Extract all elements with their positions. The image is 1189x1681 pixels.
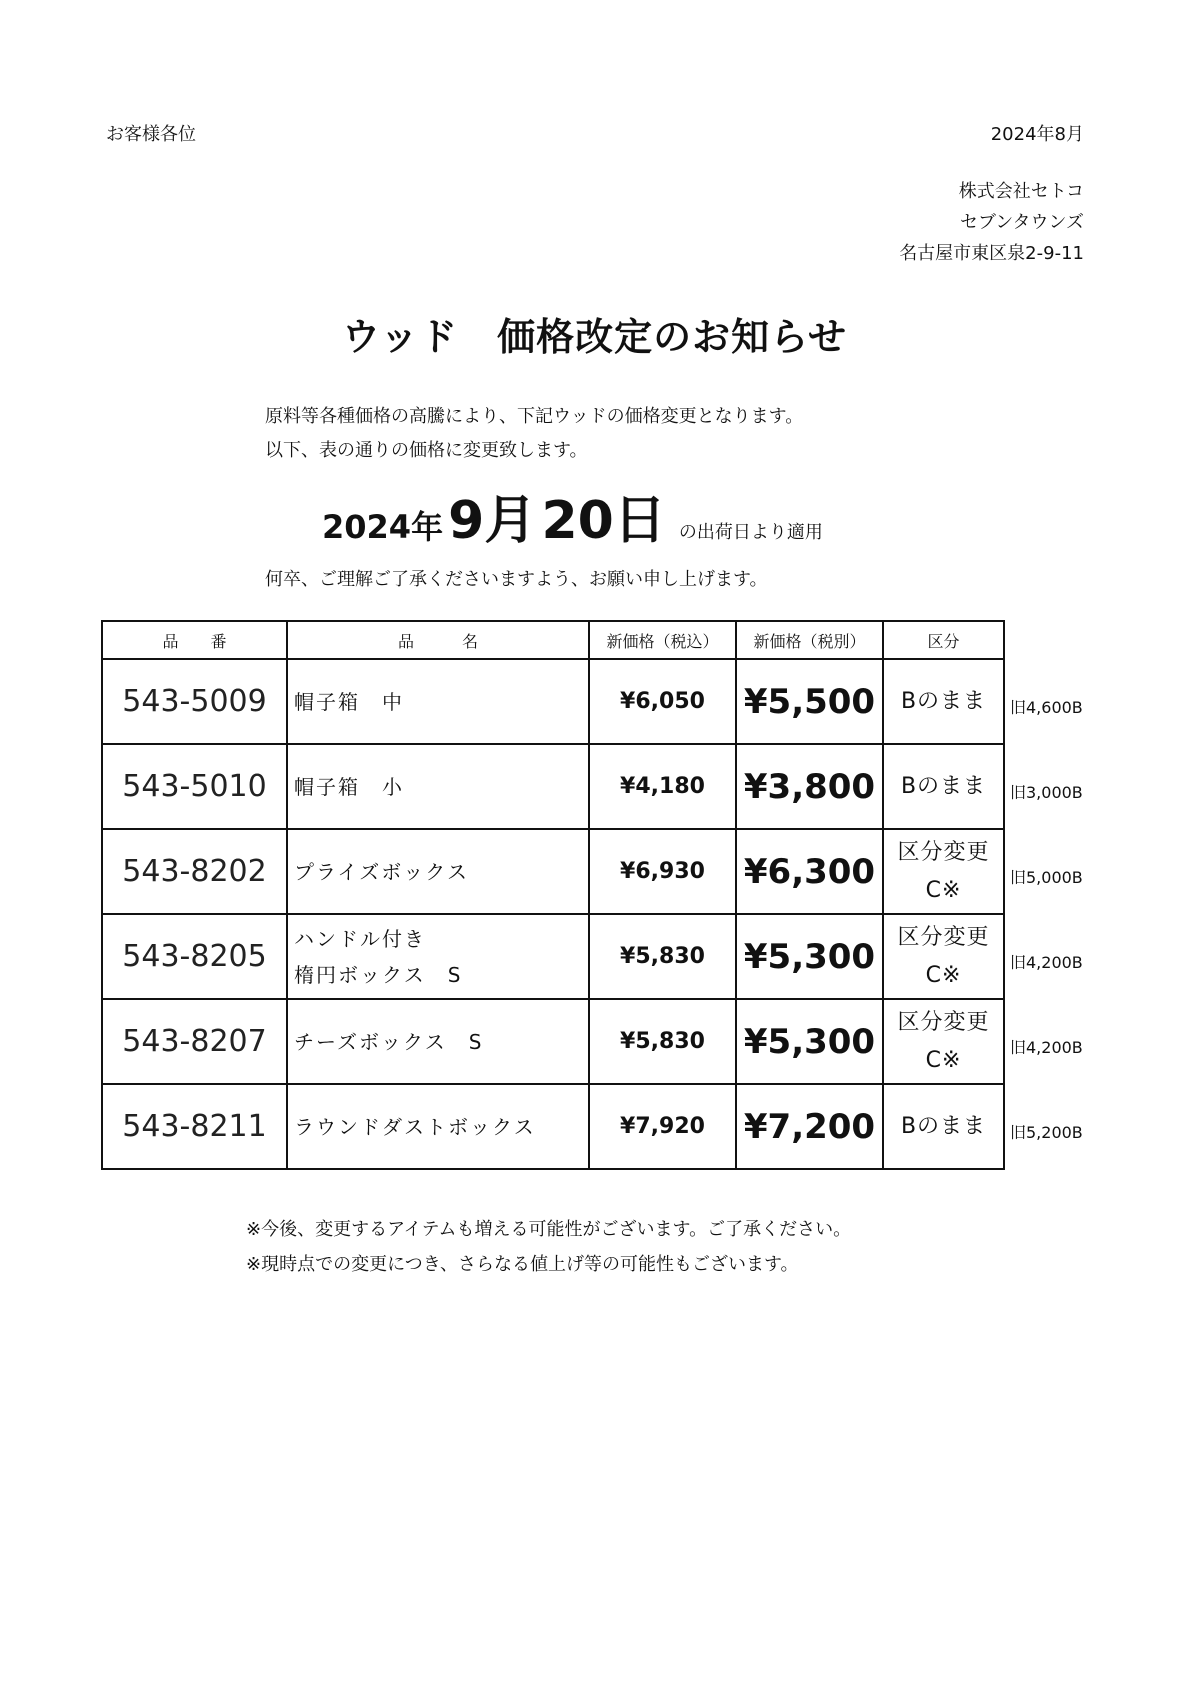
item-name-line: 帽子箱 小 <box>294 774 404 799</box>
sender-company: 株式会社セトコ <box>958 181 1084 202</box>
item-name <box>287 1084 589 1169</box>
price-incl: ¥5,830 <box>589 914 736 999</box>
item-name-line: 楕円ボックス S <box>294 962 463 987</box>
price-incl: ¥5,830 <box>589 999 736 1084</box>
header-code: 品 番 <box>102 621 287 659</box>
item-name-line: ハンドル付き <box>294 926 426 951</box>
table-row <box>102 829 1004 914</box>
sender-address: 名古屋市東区泉2-9-11 <box>899 243 1084 264</box>
item-name-line: 帽子箱 中 <box>294 689 404 714</box>
old-price: 旧5,000B <box>1010 868 1083 887</box>
issue-date: 2024年8月 <box>990 124 1084 145</box>
table-row <box>102 1084 1004 1169</box>
old-price: 旧4,200B <box>1010 1038 1083 1057</box>
item-code: 543-8211 <box>102 1084 287 1169</box>
category-line: Bのまま <box>900 773 987 799</box>
effective-month: 9月 <box>448 491 537 551</box>
category-line: C※ <box>925 962 962 988</box>
price-excl: ¥7,200 <box>736 1084 883 1169</box>
price-excl: ¥5,500 <box>736 659 883 744</box>
addressee: お客様各位 <box>106 124 196 145</box>
intro-line: 原料等各種価格の高騰により、下記ウッドの価格変更となります。 <box>265 406 804 427</box>
effective-suffix: の出荷日より適用 <box>678 522 823 543</box>
item-name <box>287 999 589 1084</box>
intro-line: 以下、表の通りの価格に変更致します。 <box>265 440 588 461</box>
category <box>883 659 1004 744</box>
price-excl: ¥5,300 <box>736 914 883 999</box>
old-price: 旧3,000B <box>1010 783 1083 802</box>
price-excl: ¥6,300 <box>736 829 883 914</box>
item-name <box>287 829 589 914</box>
effective-date <box>322 478 823 553</box>
item-code: 543-8202 <box>102 829 287 914</box>
intro-text <box>265 400 803 468</box>
item-name <box>287 914 589 999</box>
footnote: ※現時点での変更につき、さらなる値上げ等の可能性もございます。 <box>246 1254 799 1275</box>
item-code: 543-5009 <box>102 659 287 744</box>
table-row <box>102 744 1004 829</box>
effective-day: 20日 <box>541 491 666 551</box>
item-name-line: ラウンドダストボックス <box>294 1114 536 1139</box>
category-line: Bのまま <box>900 1113 987 1139</box>
header-category: 区分 <box>883 621 1004 659</box>
category-line: 区分変更 <box>897 924 990 950</box>
header-price-excl: 新価格（税別） <box>736 621 883 659</box>
page-title: ウッド 価格改定のお知らせ <box>341 315 848 359</box>
item-name-line: プライズボックス <box>294 859 469 884</box>
table-row <box>102 659 1004 744</box>
item-name <box>287 744 589 829</box>
footnote: ※今後、変更するアイテムも増える可能性がございます。ご了承ください。 <box>246 1219 852 1240</box>
old-price: 旧4,200B <box>1010 953 1083 972</box>
category-line: Bのまま <box>900 688 987 714</box>
sender-store: セブンタウンズ <box>959 212 1084 233</box>
header-name: 品 名 <box>287 621 589 659</box>
header-price-incl: 新価格（税込） <box>589 621 736 659</box>
price-incl: ¥4,180 <box>589 744 736 829</box>
price-incl: ¥7,920 <box>589 1084 736 1169</box>
category <box>883 914 1004 999</box>
price-excl: ¥3,800 <box>736 744 883 829</box>
price-incl: ¥6,050 <box>589 659 736 744</box>
closing-text: 何卒、ご理解ご了承くださいますよう、お願い申し上げます。 <box>265 569 768 590</box>
footnotes <box>246 1212 851 1282</box>
sender-block <box>899 176 1084 269</box>
category <box>883 999 1004 1084</box>
price-table <box>101 620 1005 1170</box>
old-price: 旧5,200B <box>1010 1123 1083 1142</box>
category <box>883 744 1004 829</box>
item-code: 543-8207 <box>102 999 287 1084</box>
item-name-line: チーズボックス S <box>294 1029 484 1054</box>
category <box>883 1084 1004 1169</box>
item-code: 543-5010 <box>102 744 287 829</box>
category-line: C※ <box>925 877 962 903</box>
category-line: C※ <box>925 1047 962 1073</box>
category-line: 区分変更 <box>897 1009 990 1035</box>
effective-year: 2024年 <box>322 508 444 546</box>
table-row <box>102 914 1004 999</box>
old-price: 旧4,600B <box>1010 698 1083 717</box>
table-row <box>102 999 1004 1084</box>
price-incl: ¥6,930 <box>589 829 736 914</box>
table-header-row <box>102 621 1004 659</box>
category-line: 区分変更 <box>897 839 990 865</box>
price-excl: ¥5,300 <box>736 999 883 1084</box>
category <box>883 829 1004 914</box>
item-code: 543-8205 <box>102 914 287 999</box>
item-name <box>287 659 589 744</box>
